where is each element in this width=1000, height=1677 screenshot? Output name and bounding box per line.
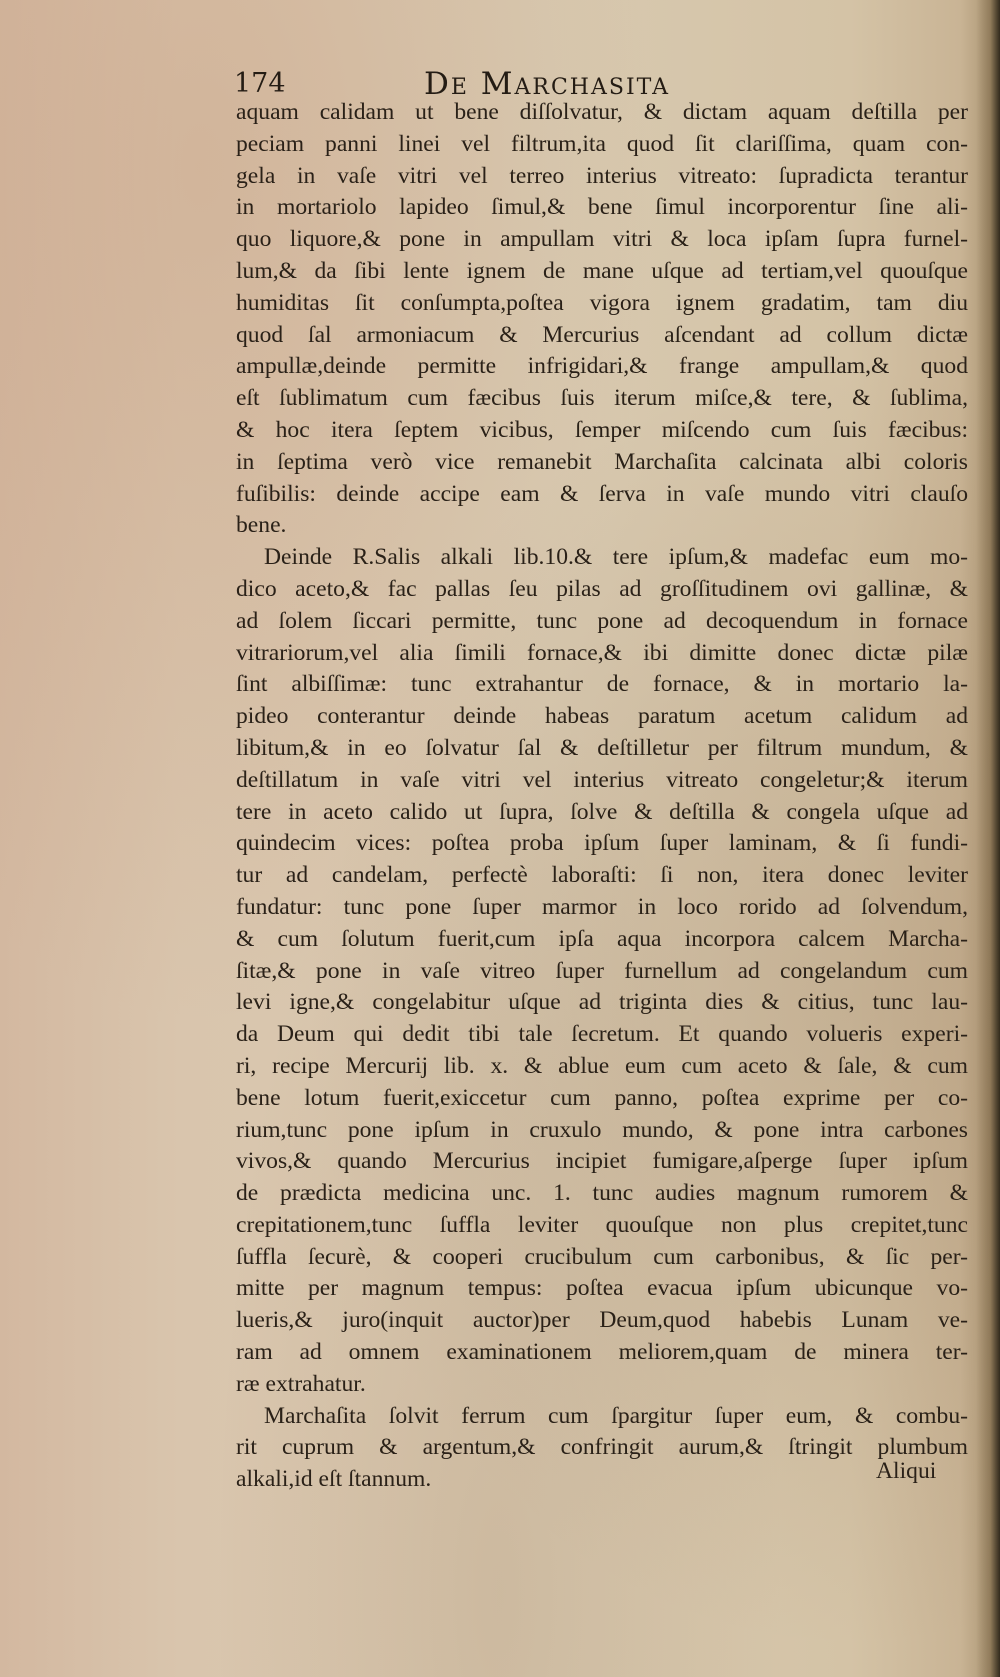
text-line: in mortariolo lapideo ſimul,& bene ſimul incorporentur ſine ali- xyxy=(236,194,968,221)
page-edge-shadow xyxy=(976,0,1000,1677)
text-line: da Deum qui dedit tibi tale ſecretum. Et quando volueris experi- xyxy=(236,1021,968,1048)
page-number: 174 xyxy=(234,68,286,99)
text-line: crepitationem,tunc ſuffla leviter quouſque non plus crepitet,tunc xyxy=(236,1211,968,1238)
text-line: & hoc itera ſeptem vicibus, ſemper miſcendo cum ſuis fæcibus: xyxy=(236,416,968,443)
text-line: bene lotum fuerit,exiccetur cum panno, poſtea exprime per co- xyxy=(236,1084,968,1111)
catchword: Aliqui xyxy=(876,1458,937,1484)
text-line: mitte per magnum tempus: poſtea evacua ipſum ubicunque vo- xyxy=(236,1275,968,1302)
text-line: alkali,id eſt ſtannum. xyxy=(236,1466,432,1493)
text-line: ſint albiſſimæ: tunc extrahantur de fornace, & in mortario la- xyxy=(236,671,968,698)
text-line: pideo conterantur deinde habeas paratum acetum calidum ad xyxy=(236,703,968,730)
text-line: lum,& da ſibi lente ignem de mane uſque ad tertiam,vel quouſque xyxy=(236,257,968,284)
text-line: peciam panni linei vel filtrum,ita quod ſit clariſſima, quam con- xyxy=(236,130,968,157)
text-line: ſitæ,& pone in vaſe vitreo ſuper furnellum ad congelandum cum xyxy=(236,957,968,984)
text-line: bene. xyxy=(236,512,287,539)
text-line: deſtillatum in vaſe vitri vel interius vitreato congeletur;& iterum xyxy=(236,766,968,793)
text-line: humiditas ſit conſumpta,poſtea vigora ignem gradatim, tam diu xyxy=(236,289,968,316)
text-line: quindecim vices: poſtea proba ipſum ſuper laminam, & ſi fundi- xyxy=(236,830,968,857)
text-line: tur ad candelam, perfectè laboraſti: ſi non, itera donec leviter xyxy=(236,862,968,889)
text-line: ad ſolem ſiccari permitte, tunc pone ad decoquendum in fornace xyxy=(236,607,968,634)
text-line: dico aceto,& fac pallas ſeu pilas ad groſſitudinem ovi gallinæ, & xyxy=(236,575,968,602)
text-line: aquam calidam ut bene diſſolvatur, & dictam aquam deſtilla per xyxy=(236,99,968,125)
text-line: libitum,& in eo ſolvatur ſal & deſtilletur per filtrum mundum, & xyxy=(236,734,968,761)
text-line: ram ad omnem examinationem meliorem,quam de minera ter- xyxy=(236,1339,968,1366)
text-line: Marchaſita ſolvit ferrum cum ſpargitur ſuper eum, & combu- xyxy=(264,1402,968,1429)
body-text xyxy=(236,97,968,1496)
text-line: eſt ſublimatum cum fæcibus ſuis iterum miſce,& tere, & ſublima, xyxy=(236,385,968,412)
running-head: De Marchasita xyxy=(424,66,670,102)
text-line: vitrariorum,vel alia ſimili fornace,& ibi dimitte donec dictæ pilæ xyxy=(236,639,968,666)
text-line: gela in vaſe vitri vel terreo interius vitreato: ſupradicta terantur xyxy=(236,162,968,189)
text-line: ræ extrahatur. xyxy=(236,1370,366,1397)
text-line: levi igne,& congelabitur uſque ad triginta dies & citius, tunc lau- xyxy=(236,989,968,1016)
text-line: lueris,& juro(inquit auctor)per Deum,quod habebis Lunam ve- xyxy=(236,1307,968,1334)
text-line: quo liquore,& pone in ampullam vitri & loca ipſam ſupra furnel- xyxy=(236,226,968,253)
text-line: tere in aceto calido ut ſupra, ſolve & deſtilla & congela uſque ad xyxy=(236,798,968,825)
text-line: quod ſal armoniacum & Mercurius aſcendant ad collum dictæ xyxy=(236,321,968,348)
text-line: de prædicta medicina unc. 1. tunc audies magnum rumorem & xyxy=(236,1180,968,1207)
text-line: vivos,& quando Mercurius incipiet fumigare,aſperge ſuper ipſum xyxy=(236,1148,968,1175)
text-line: ri, recipe Mercurij lib. x. & ablue eum cum aceto & ſale, & cum xyxy=(236,1052,968,1079)
text-line: ampullæ,deinde permitte infrigidari,& frange ampullam,& quod xyxy=(236,353,968,380)
text-line: Deinde R.Salis alkali lib.10.& tere ipſum,& madefac eum mo- xyxy=(264,544,968,571)
text-line: in ſeptima verò vice remanebit Marchaſita calcinata albi coloris xyxy=(236,448,968,475)
text-line: rium,tunc pone ipſum in cruxulo mundo, & pone intra carbones xyxy=(236,1116,968,1143)
text-line: fundatur: tunc pone ſuper marmor in loco rorido ad ſolvendum, xyxy=(236,893,968,920)
text-line: rit cuprum & argentum,& confringit aurum,& ſtringit plumbum xyxy=(236,1434,968,1461)
text-line: & cum ſolutum fuerit,cum ipſa aqua incorpora calcem Marcha- xyxy=(236,925,968,952)
text-line: fuſibilis: deinde accipe eam & ſerva in vaſe mundo vitri clauſo xyxy=(236,480,968,507)
text-line: ſuffla ſecurè, & cooperi crucibulum cum carbonibus, & ſic per- xyxy=(236,1243,968,1270)
